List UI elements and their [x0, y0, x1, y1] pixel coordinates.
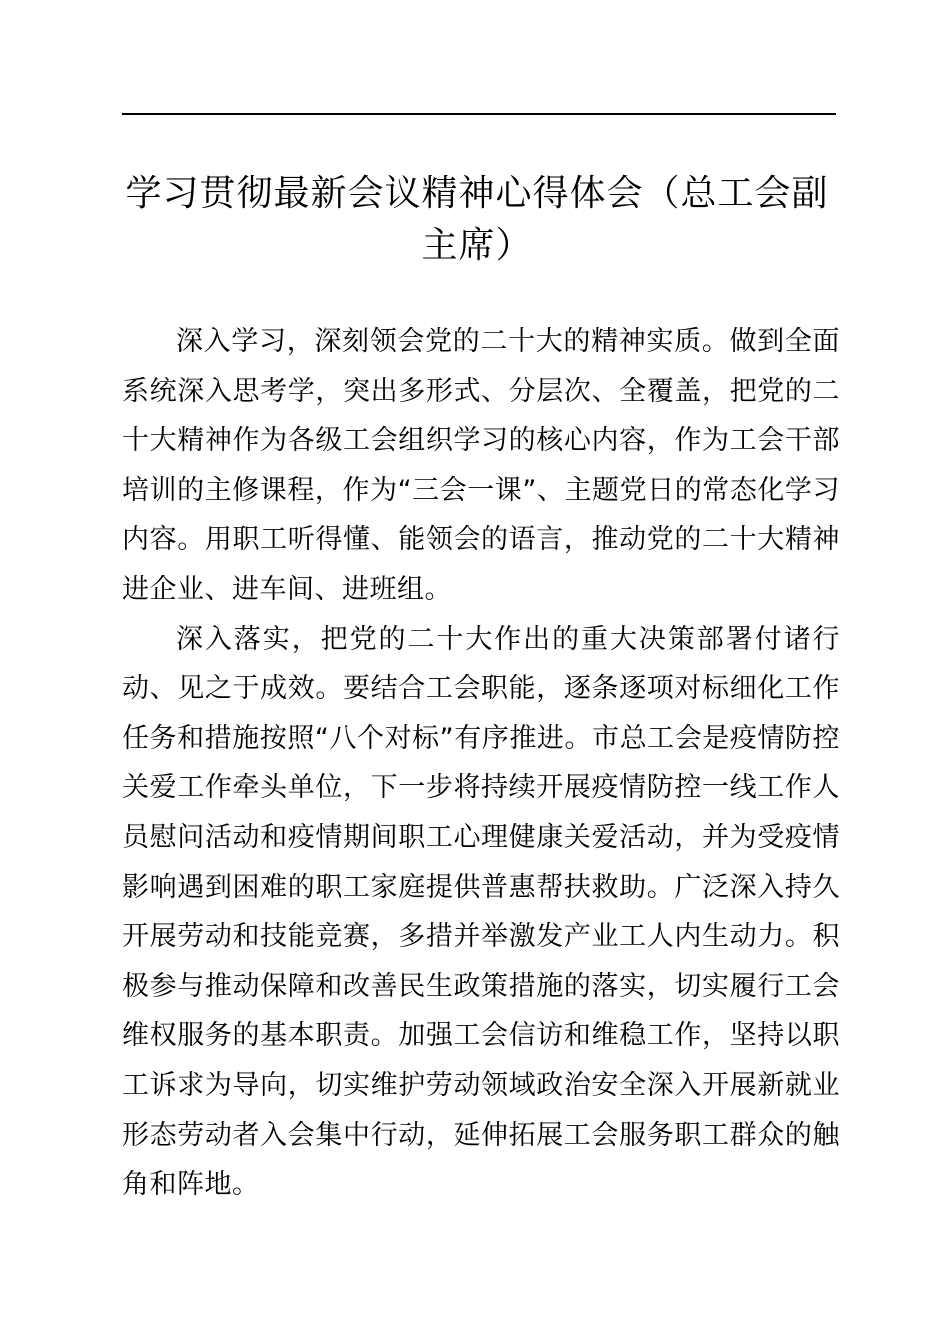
document-body: [122, 317, 840, 1210]
paragraph-implementation: 深入落实，把党的二十大作出的重大决策部署付诸行动、见之于成效。要结合工会职能，逐条逐项对标细化工作任务和措施按照“八个对标”有序推进。市总工会是疫情防控关爱工作牵头单位，下一步将持续开展疫情防控一线工作人员慰问活动和疫情期间职工心理健康关爱活动，并为受疫情影响遇到困难的职工家庭提供普惠帮扶救助。广泛深入持久开展劳动和技能竞赛，多措并举激发产业工人内生动力。积极参与推动保障和改善民生政策措施的落实，切实履行工会维权服务的基本职责。加强工会信访和维稳工作，坚持以职工诉求为导向，切实维护劳动领域政治安全深入开展新就业形态劳动者入会集中行动，延伸拓展工会服务职工群众的触角和阵地。: [122, 623, 840, 1201]
paragraph-study: 深入学习，深刻领会党的二十大的精神实质。做到全面系统深入思考学，突出多形式、分层次、全覆盖，把党的二十大精神作为各级工会组织学习的核心内容，作为工会干部培训的主修课程，作为“三会一课”、主题党日的常态化学习内容。用职工听得懂、能领会的语言，推动党的二十大精神进企业、进车间、进班组。: [122, 326, 840, 605]
header-rule: [122, 113, 836, 115]
document-title: 学习贯彻最新会议精神心得体会（总工会副主席）: [125, 173, 829, 266]
